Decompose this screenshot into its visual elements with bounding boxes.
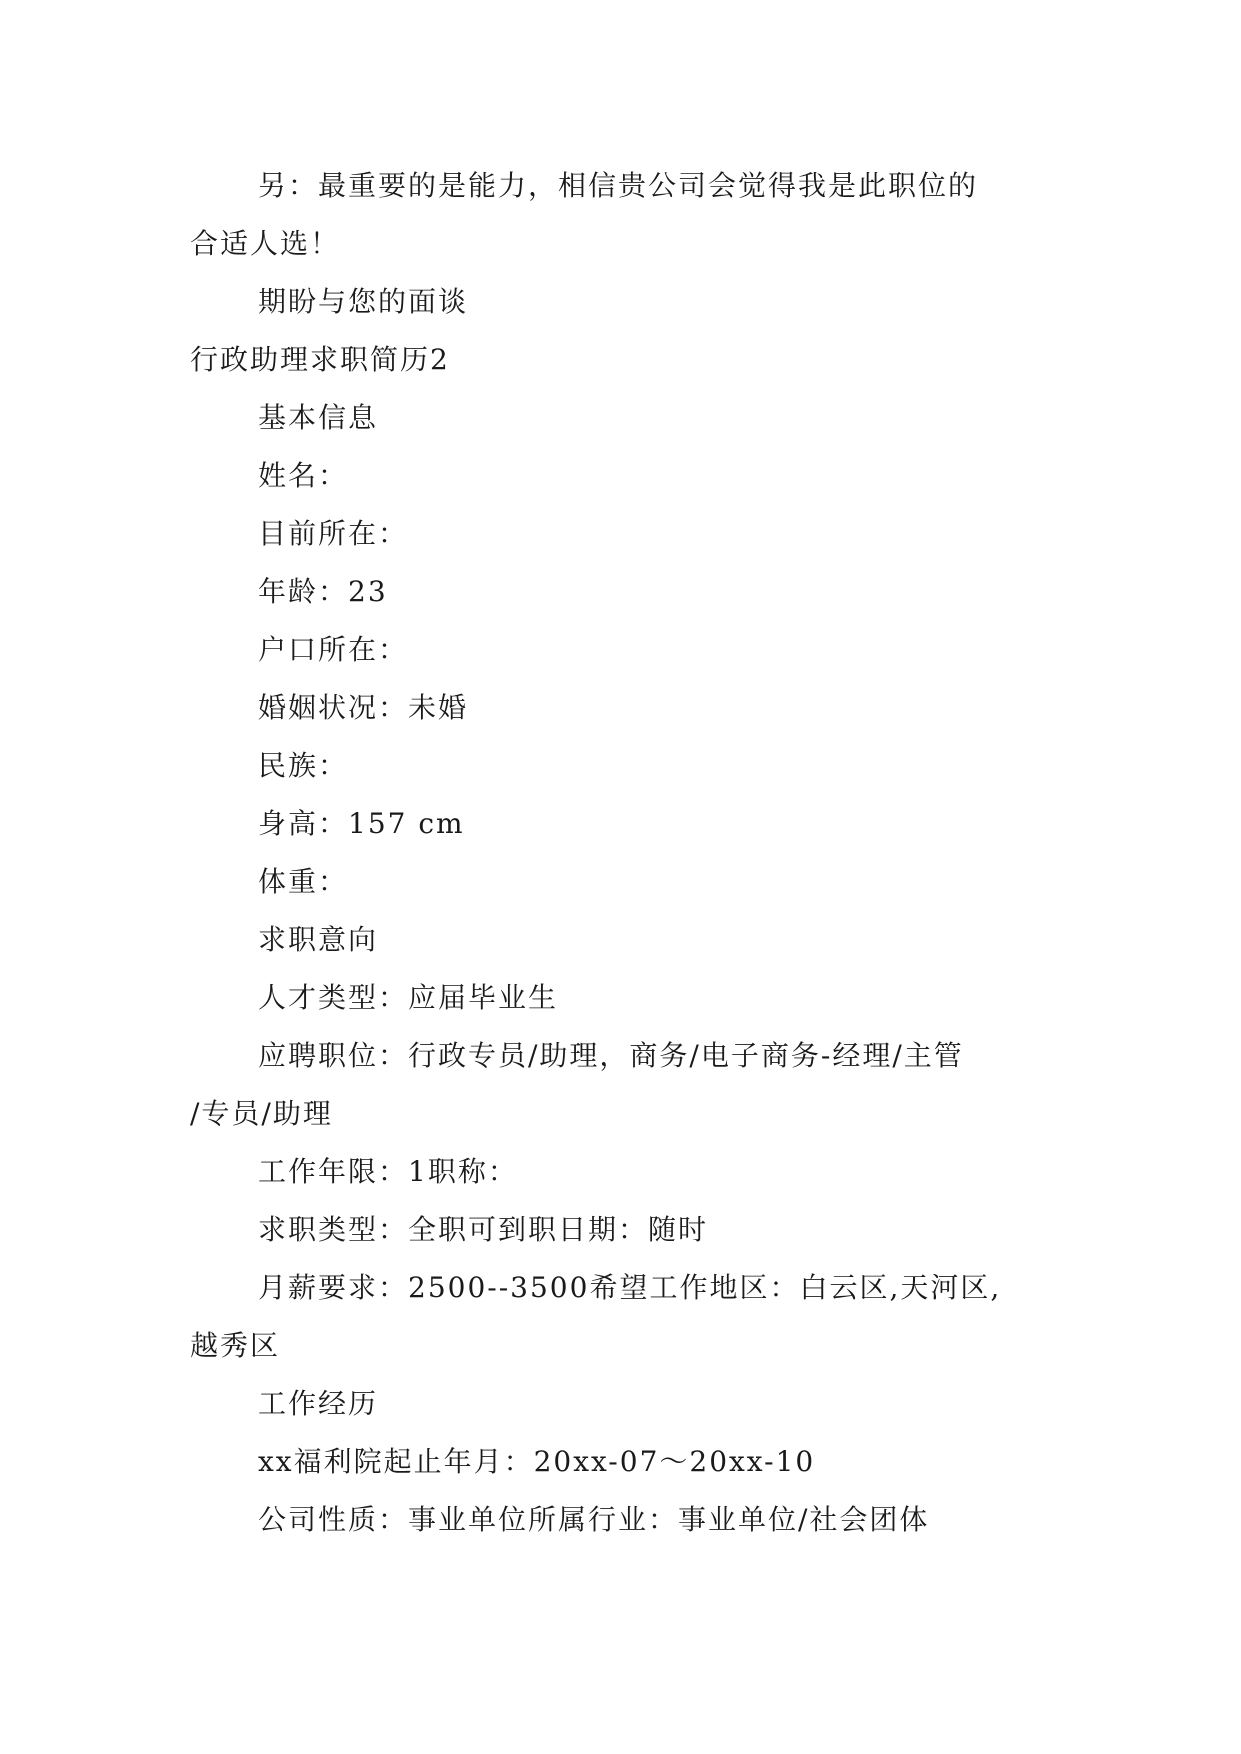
paragraph-line: 合适人选！ [190, 227, 341, 260]
section-title: 行政助理求职简历2 [190, 343, 450, 376]
section-heading: 基本信息 [258, 401, 379, 434]
field-line: 应聘职位：行政专员/助理，商务/电子商务-经理/主管 [258, 1039, 964, 1072]
field-line: 月薪要求：2500--3500希望工作地区：白云区,天河区, [258, 1271, 1002, 1304]
field-line: 婚姻状况：未婚 [258, 691, 469, 724]
field-line-continuation: 越秀区 [190, 1329, 281, 1362]
field-line: 年龄：23 [258, 575, 388, 608]
field-line: 求职类型：全职可到职日期：随时 [258, 1213, 709, 1246]
field-line: 户口所在： [258, 633, 409, 666]
field-line-continuation: /专员/助理 [190, 1097, 333, 1130]
paragraph-line: 另：最重要的是能力，相信贵公司会觉得我是此职位的 [258, 169, 979, 202]
section-heading: 工作经历 [258, 1387, 379, 1420]
section-heading: 求职意向 [258, 923, 379, 956]
field-line: 体重： [258, 865, 349, 898]
field-line: 工作年限：1职称： [258, 1155, 518, 1188]
field-line: 目前所在： [258, 517, 409, 550]
field-line: 民族： [258, 749, 349, 782]
field-line: 人才类型：应届毕业生 [258, 981, 559, 1014]
paragraph-line: 期盼与您的面谈 [258, 285, 469, 318]
field-line: 身高：157 cm [258, 807, 465, 840]
field-line: xx福利院起止年月：20xx-07～20xx-10 [258, 1445, 816, 1478]
field-line: 姓名： [258, 459, 349, 492]
field-line: 公司性质：事业单位所属行业：事业单位/社会团体 [258, 1503, 930, 1536]
